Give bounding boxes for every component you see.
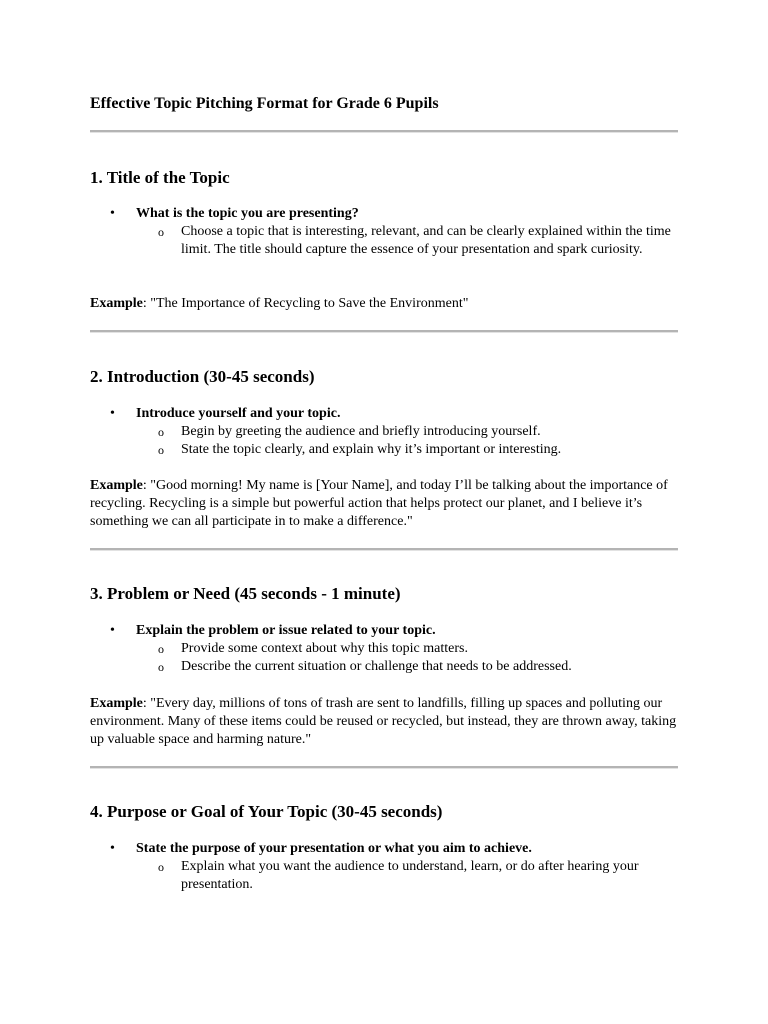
horizontal-rule <box>90 330 678 333</box>
example-paragraph <box>90 477 682 532</box>
sub-bullet-icon: o <box>158 443 164 457</box>
sub-item <box>158 223 678 260</box>
example-text: : "Every day, millions of tons of trash are sent to landfills, filling up spaces and polluting our environment. Many of these items could be reused or recycled, but instead, they are thrown away, taking up valuable space and harming nature." <box>90 696 677 748</box>
bullet-text: Explain the problem or issue related to your topic. <box>136 623 436 638</box>
sub-bullet-icon: o <box>158 425 164 439</box>
section-heading: 1. Title of the Topic <box>90 168 230 187</box>
sub-item-text: State the topic clearly, and explain why it’s important or interesting. <box>181 442 562 457</box>
bullet-text: Introduce yourself and your topic. <box>136 406 341 421</box>
bullet-text: What is the topic you are presenting? <box>136 206 359 221</box>
example-text: : "The Importance of Recycling to Save the Environment" <box>142 296 469 311</box>
sub-item <box>158 423 678 441</box>
section-heading: 4. Purpose or Goal of Your Topic (30-45 seconds) <box>90 802 443 821</box>
sub-item-text: Provide some context about why this topic matters. <box>181 641 468 656</box>
example-paragraph <box>90 695 682 750</box>
example-paragraph <box>90 295 682 313</box>
sub-item <box>158 658 678 676</box>
sub-bullet-icon: o <box>158 225 164 239</box>
example-label: Example <box>90 296 143 311</box>
bullet-text: State the purpose of your presentation or what you aim to achieve. <box>136 841 532 856</box>
example-label: Example <box>90 696 143 711</box>
sub-item-text: Describe the current situation or challenge that needs to be addressed. <box>181 659 572 674</box>
sub-item-text: Choose a topic that is interesting, relevant, and can be clearly explained within the time limit. The title should capture the essence of your presentation and spark curiosity. <box>181 224 671 258</box>
horizontal-rule <box>90 130 678 133</box>
sub-item <box>158 640 678 658</box>
bullet-icon: • <box>110 406 115 421</box>
example-label: Example <box>90 478 143 493</box>
sub-bullet-icon: o <box>158 660 164 674</box>
sub-bullet-icon: o <box>158 642 164 656</box>
bullet-icon: • <box>110 206 115 221</box>
horizontal-rule <box>90 766 678 769</box>
sub-item-text: Begin by greeting the audience and briefly introducing yourself. <box>181 424 541 439</box>
sub-item <box>158 441 678 459</box>
section-heading: 3. Problem or Need (45 seconds - 1 minute) <box>90 584 401 603</box>
horizontal-rule <box>90 548 678 551</box>
bullet-icon: • <box>110 841 115 856</box>
example-text: : "Good morning! My name is [Your Name], and today I’ll be talking about the importance of recycling. Recycling is a simple but powerful action that helps protect our planet, and I believe it’s something we can all participate in to make a difference." <box>90 478 668 530</box>
bullet-icon: • <box>110 623 115 638</box>
sub-item-text: Explain what you want the audience to understand, learn, or do after hearing your presentation. <box>181 859 639 893</box>
sub-bullet-icon: o <box>158 860 164 874</box>
sub-item <box>158 858 678 895</box>
document-title: Effective Topic Pitching Format for Grade 6 Pupils <box>90 95 439 112</box>
section-heading: 2. Introduction (30-45 seconds) <box>90 367 315 386</box>
